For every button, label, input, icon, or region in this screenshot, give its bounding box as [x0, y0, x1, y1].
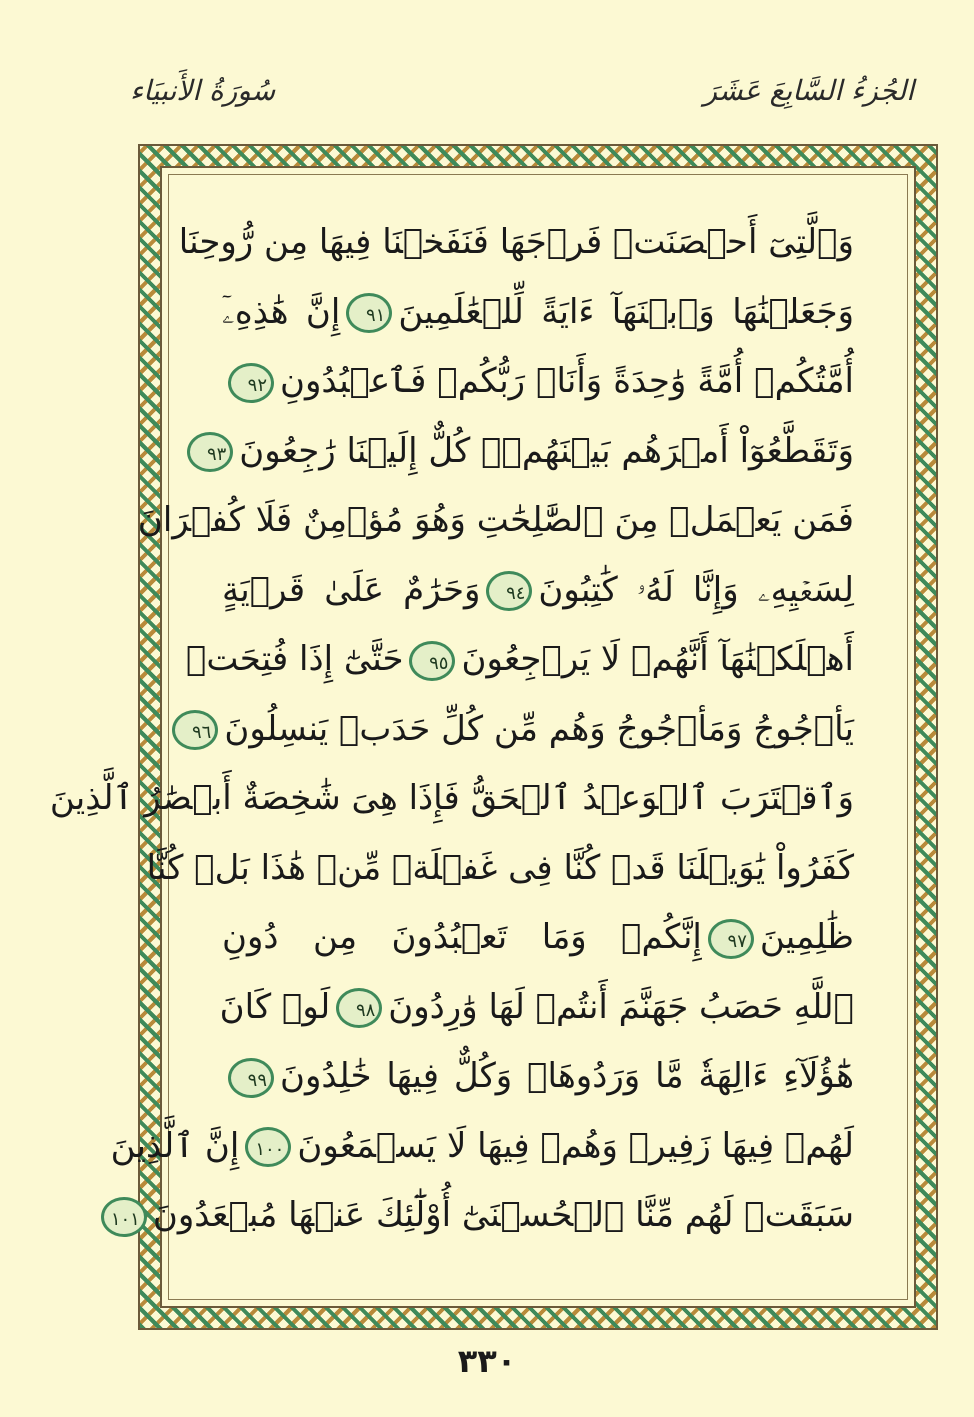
ayah-number-marker: ٩٨ [336, 988, 382, 1028]
verse-text: إِنَّ هَٰذِهِۦٓ [222, 291, 341, 332]
ayah-number-marker: ٩٥ [409, 641, 455, 681]
verse-text: أُمَّتُكُمۡ أُمَّةً وَٰحِدَةً وَأَنَا۠ رَبُّكُمۡ فَٱعۡبُدُونِ [280, 361, 854, 401]
ayah-number-marker: ٩٢ [228, 363, 274, 403]
surah-name-header: سُورَةُ الأَنبيَاء [130, 74, 276, 107]
text-panel [49, 166, 916, 1308]
ayah-number-marker: ٩٦ [172, 710, 218, 750]
ayah-number-marker: ١٠٠ [245, 1127, 291, 1167]
ayah-number-marker: ١٠١ [101, 1197, 147, 1237]
verse-line [110, 1181, 854, 1251]
verse-line [222, 556, 854, 626]
verse-line [146, 834, 854, 904]
verse-text: لِسَعۡيِهِۦ وَإِنَّا لَهُۥ كَٰتِبُونَ [538, 569, 854, 610]
verse-text: وَٱقۡتَرَبَ ٱلۡوَعۡدُ ٱلۡحَقُّ فَإِذَا هِىَ شَٰخِصَةٌ أَبۡصَٰرُ ٱلَّذِينَ [49, 778, 854, 818]
verse-text: فَمَن يَعۡمَلۡ مِنَ ٱلصَّٰلِحَٰتِ وَهُوَ مُؤۡمِنٌ فَلَا كُفۡرَانَ [137, 500, 854, 540]
verse-line [222, 347, 854, 417]
verse-line [178, 208, 854, 278]
verse-text: سَبَقَتۡ لَهُم مِّنَّا ٱلۡحُسۡنَىٰٓ أُوْلَٰٓئِكَ عَنۡهَا مُبۡعَدُونَ [152, 1195, 854, 1235]
page-number: ٣٣٠ [457, 1342, 517, 1380]
verse-text: يَأۡجُوجُ وَمَأۡجُوجُ وَهُم مِّن كُلِّ حَدَبٖ يَنسِلُونَ [224, 708, 854, 749]
verse-text: وَجَعَلۡنَٰهَا وَٱبۡنَهَآ ءَايَةً لِّلۡعَٰلَمِينَ [398, 291, 855, 332]
ayah-number-marker: ٩٧ [708, 919, 754, 959]
verse-text-block [49, 208, 855, 1251]
verse-line [222, 903, 854, 973]
ayah-number-marker: ٩١ [346, 293, 392, 333]
ayah-number-marker: ٩٣ [187, 432, 233, 472]
verse-text: لَهُمۡ فِيهَا زَفِيرٞ وَهُمۡ فِيهَا لَا يَسۡمَعُونَ [297, 1125, 854, 1166]
verse-line [222, 1042, 854, 1112]
verse-text: كَفَرُواْ يَٰوَيۡلَنَا قَدۡ كُنَّا فِى غَفۡلَةٖ مِّنۡ هَٰذَا بَلۡ كُنَّا [146, 847, 854, 888]
verse-text: وَتَقَطَّعُوٓاْ أَمۡرَهُم بَيۡنَهُمۡۖ كُلٌّ إِلَيۡنَا رَٰجِعُونَ [239, 430, 854, 471]
verse-line [219, 973, 854, 1043]
verse-text: ٱللَّهِ حَصَبُ جَهَنَّمَ أَنتُمۡ لَهَا وَٰرِدُونَ [388, 986, 854, 1027]
decorative-border [49, 144, 938, 1330]
verse-line [185, 625, 854, 695]
verse-line [222, 278, 854, 348]
verse-line [192, 695, 854, 765]
verse-text: إِنَّكُمۡ وَمَا تَعۡبُدُونَ مِن دُونِ [222, 917, 702, 957]
verse-line [110, 1112, 854, 1182]
verse-text: حَتَّىٰٓ إِذَا فُتِحَتۡ [185, 639, 404, 679]
verse-text: أَهۡلَكۡنَٰهَآ أَنَّهُمۡ لَا يَرۡجِعُونَ [461, 639, 854, 679]
verse-line [137, 486, 854, 556]
juz-name-header: الجُزءُ السَّابِعَ عَشَرَ [703, 74, 914, 107]
verse-line [49, 764, 854, 834]
verse-text: هَٰٓؤُلَآءِ ءَالِهَةٗ مَّا وَرَدُوهَاۖ وَكُلٌّ فِيهَا خَٰلِدُونَ [280, 1056, 854, 1096]
ayah-number-marker: ٩٤ [486, 571, 532, 611]
ayah-number-marker: ٩٩ [228, 1058, 274, 1098]
verse-text: لَوۡ كَانَ [219, 986, 331, 1027]
verse-text: ظَٰلِمِينَ [759, 917, 854, 957]
verse-text: وَٱلَّتِىٓ أَحۡصَنَتۡ فَرۡجَهَا فَنَفَخۡنَا فِيهَا مِن رُّوحِنَا [178, 222, 854, 262]
verse-line [206, 417, 854, 487]
verse-text: إِنَّ ٱلَّذِينَ [110, 1125, 240, 1166]
verse-text: وَحَرَٰمٌ عَلَىٰ قَرۡيَةٍ [222, 569, 481, 610]
